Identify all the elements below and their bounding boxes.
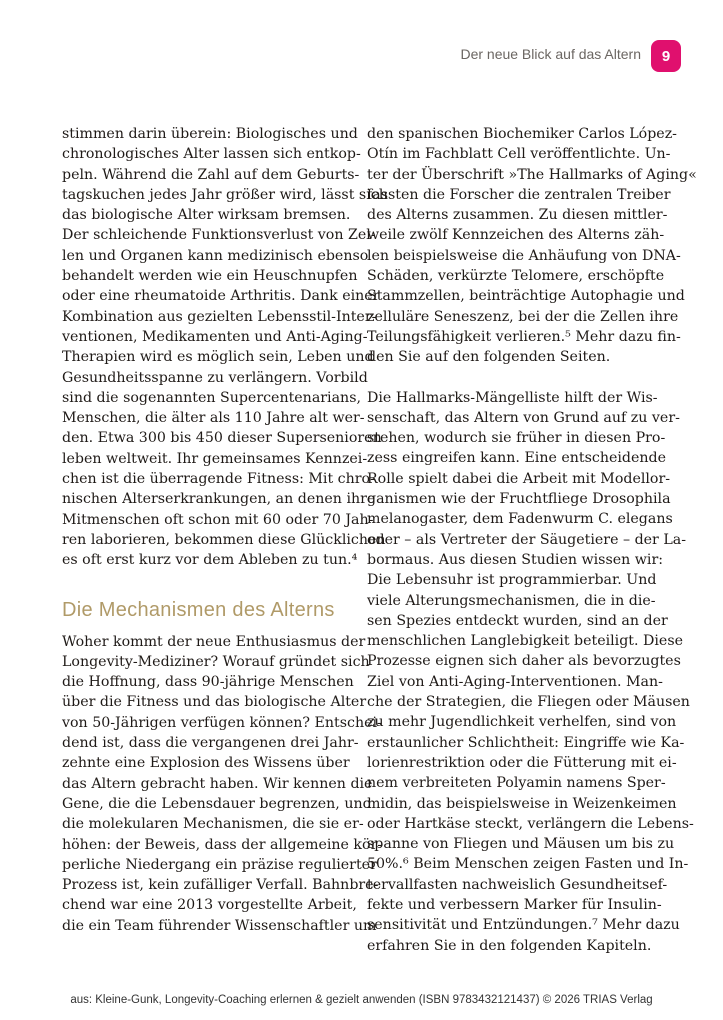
text-line: die molekularen Mechanismen, die sie er- (62, 816, 364, 833)
text-line: das biologische Alter wirksam bremsen. (62, 207, 351, 224)
text-line: Therapien wird es möglich sein, Leben und (62, 349, 374, 366)
text-line: sen Spezies entdeckt wurden, sind an der (367, 612, 668, 629)
text-line: Kombination aus gezielten Lebensstil-Inter- (62, 308, 377, 325)
text-line: viele Alterungsmechanismen, die in die- (367, 592, 656, 609)
text-line: Gesundheitsspanne zu verlängern. Vorbild (62, 369, 368, 386)
text-line: Mitmenschen oft schon mit 60 oder 70 Jah- (62, 511, 374, 528)
text-line: nem verbreiteten Polyamin namens Sper- (367, 775, 666, 792)
text-line: oder – als Vertreter der Säugetiere – der La- (367, 531, 687, 548)
text-line: die ein Team führender Wissenschaftler um (62, 917, 377, 934)
paragraph (367, 388, 694, 956)
text-line: erstaunlicher Schlichtheit: Eingriffe wie Ka- (367, 734, 685, 751)
text-line: des Alterns zusammen. Zu diesen mittler- (367, 207, 668, 224)
page-number-badge: 9 (651, 40, 681, 72)
text-line: erfahren Sie in den folgenden Kapiteln. (367, 937, 652, 954)
text-line: bormaus. Aus diesen Studien wissen wir: (367, 551, 664, 568)
source-footer: aus: Kleine-Gunk, Longevity-Coaching erlernen & gezielt anwenden (ISBN 9783432121437) © 2026 TRIAS Verlag (70, 994, 653, 1006)
text-line: Stammzellen, beinträchtige Autophagie und (367, 288, 685, 305)
text-line: midin, das beispielsweise in Weizenkeimen (367, 795, 677, 812)
running-header: Der neue Blick auf das Altern (460, 46, 641, 62)
text-line: das Altern gebracht haben. Wir kennen die (62, 775, 373, 792)
text-line: dend ist, dass die vergangenen drei Jahr- (62, 735, 359, 752)
text-line: oder Hartkäse steckt, verlängern die Lebens- (367, 815, 694, 832)
paragraph-gap (367, 368, 644, 388)
text-line: Die Lebensuhr ist programmierbar. Und (367, 572, 657, 589)
text-line: Prozesse eignen sich daher als bevorzugtes (367, 653, 681, 670)
text-line: ter der Überschrift »The Hallmarks of Aging« (367, 166, 697, 183)
text-line: den spanischen Biochemiker Carlos López- (367, 126, 677, 142)
text-line: sind die sogenannten Supercentenarians, (62, 389, 361, 406)
text-line: chronologisches Alter lassen sich entkop- (62, 146, 361, 163)
text-line: Teilungsfähigkeit verlieren.⁵ Mehr dazu fin- (367, 328, 681, 345)
text-line: den Sie auf den folgenden Seiten. (367, 349, 611, 366)
text-line: ren laborieren, bekommen diese Glücklichen (62, 531, 386, 548)
text-line: len und Organen kann medizinisch ebenso (62, 247, 369, 264)
right-column (367, 124, 697, 956)
text-line: Die Hallmarks-Mängelliste hilft der Wis- (367, 389, 658, 406)
left-column (62, 124, 388, 936)
paragraph (367, 124, 697, 368)
text-line: behandelt werden wie ein Heuschnupfen (62, 268, 358, 285)
text-line: fassten die Forscher die zentralen Treiber (367, 186, 671, 203)
section-heading: Die Mechanismen des Alterns (62, 598, 335, 621)
text-line: zess eingreifen kann. Eine entscheidende (367, 450, 667, 467)
text-line: stimmen darin überein: Biologisches und (62, 126, 358, 142)
text-line: Gene, die die Lebensdauer begrenzen, und (62, 795, 372, 812)
text-line: spanne von Fliegen und Mäusen um bis zu (367, 836, 675, 853)
paragraph (62, 632, 383, 936)
text-line: leben weltweit. Ihr gemeinsames Kennzei- (62, 450, 368, 467)
text-line: Menschen, die älter als 110 Jahre alt wer- (62, 410, 365, 427)
text-line: che der Strategien, die Fliegen oder Mäusen (367, 694, 690, 711)
text-line: Schäden, verkürzte Telomere, erschöpfte (367, 268, 665, 285)
text-line: Prozess ist, kein zufälliger Verfall. Bahnbre- (62, 877, 379, 894)
text-line: Ziel von Anti-Aging-Interventionen. Man- (367, 673, 663, 690)
text-line: ventionen, Medikamenten und Anti-Aging- (62, 328, 368, 345)
text-line: chen ist die überragende Fitness: Mit chro- (62, 471, 375, 488)
text-line: über die Fitness und das biologische Alter (62, 694, 367, 711)
text-line: zehnte eine Explosion des Wissens über (62, 755, 350, 772)
text-line: Rolle spielt dabei die Arbeit mit Modellor- (367, 470, 671, 487)
text-line: oder eine rheumatoide Arthritis. Dank einer (62, 288, 380, 305)
text-line: Otín im Fachblatt Cell veröffentlichte. Un- (367, 146, 671, 163)
text-line: tagskuchen jedes Jahr größer wird, lässt sich (62, 186, 388, 203)
text-line: Der schleichende Funktionsverlust von Zel- (62, 227, 376, 244)
text-line: senschaft, das Altern von Grund auf zu ver- (367, 409, 680, 426)
text-line: weile zwölf Kennzeichen des Alterns zäh- (367, 227, 665, 244)
text-line: lorienrestriktion oder die Fütterung mit ei- (367, 754, 677, 771)
text-line: sensitivität und Entzündungen.⁷ Mehr dazu (367, 917, 680, 934)
text-line: Woher kommt der neue Enthusiasmus der (62, 633, 366, 650)
text-line: den. Etwa 300 bis 450 dieser Supersenioren (62, 430, 382, 447)
text-line: tervallfasten nachweislich Gesundheitsef- (367, 876, 668, 893)
text-line: menschlichen Langlebigkeit beteiligt. Diese (367, 633, 684, 650)
text-line: Longevity-Mediziner? Worauf gründet sich (62, 653, 370, 670)
text-line: fekte und verbessern Marker für Insulin- (367, 896, 662, 913)
text-line: es oft erst kurz vor dem Ableben zu tun.⁴ (62, 552, 358, 569)
text-line: höhen: der Beweis, dass der allgemeine kör- (62, 836, 383, 853)
text-line: ganismen wie der Fruchtfliege Drosophila (367, 491, 671, 508)
text-line: die Hoffnung, dass 90-jährige Menschen (62, 674, 354, 691)
text-line: nischen Alterserkrankungen, an denen ihre (62, 491, 376, 508)
text-line: zelluläre Seneszenz, bei der die Zellen ihre (367, 308, 679, 325)
text-line: len beispielsweise die Anhäufung von DNA- (367, 247, 681, 264)
text-line: chend war eine 2013 vorgestellte Arbeit, (62, 897, 357, 914)
text-line: melanogaster, dem Fadenwurm C. elegans (367, 511, 673, 528)
text-line: peln. Während die Zahl auf dem Geburts- (62, 166, 360, 183)
text-line: stehen, wodurch sie früher in diesen Pro- (367, 430, 666, 447)
text-line: zu mehr Jugendlichkeit verhelfen, sind von (367, 714, 677, 731)
text-line: von 50-Jährigen verfügen können? Entschei- (62, 714, 382, 731)
text-line: 50%.⁶ Beim Menschen zeigen Fasten und In- (367, 856, 689, 873)
text-line: perliche Niedergang ein präzise regulierter (62, 856, 377, 873)
paragraph (62, 124, 388, 571)
